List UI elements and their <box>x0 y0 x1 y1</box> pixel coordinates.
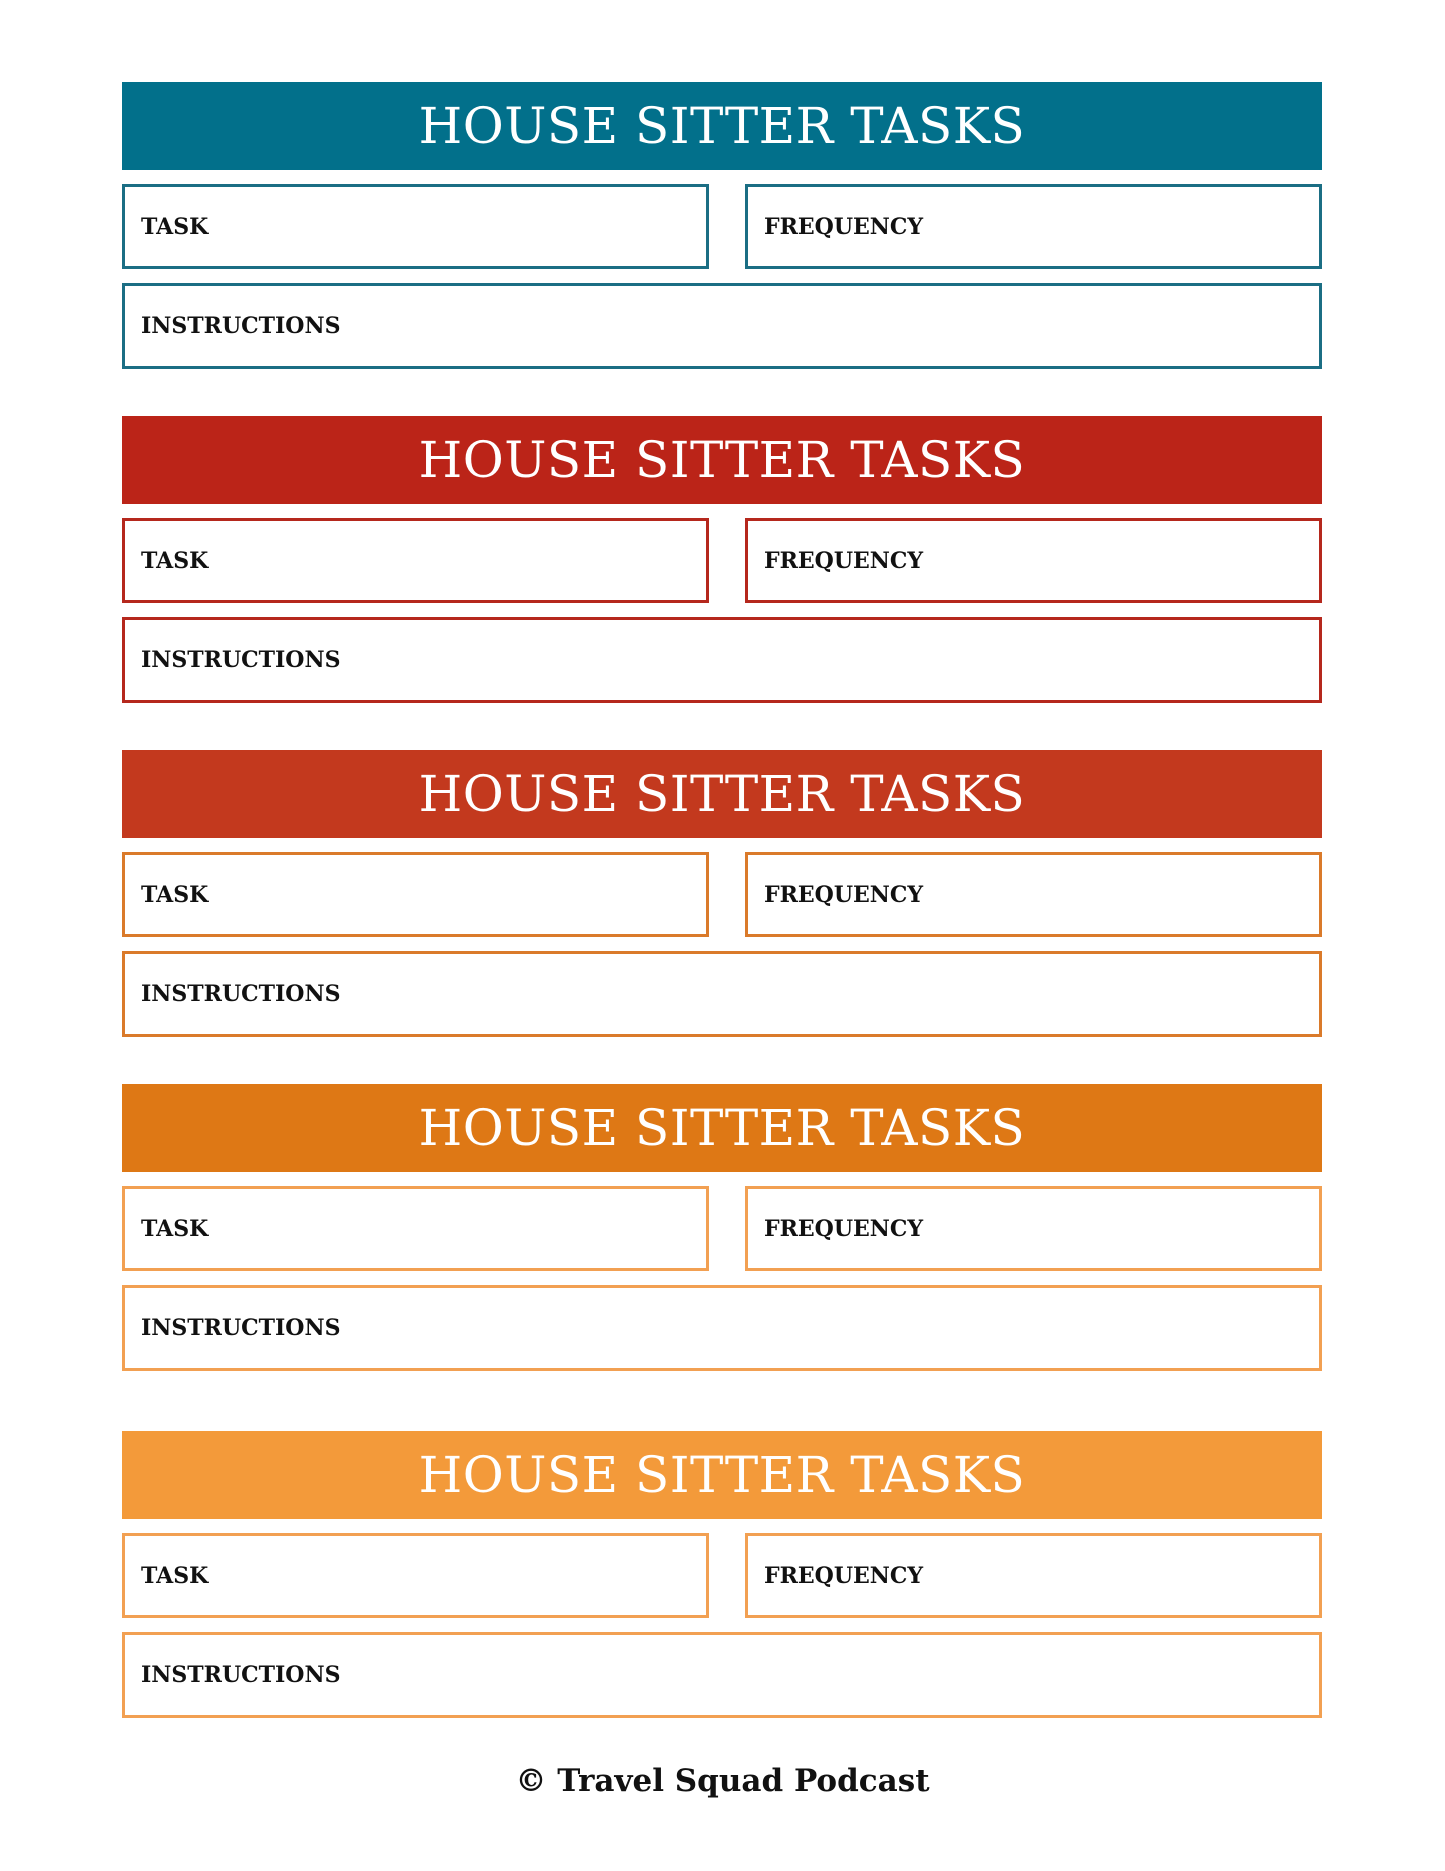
section-header: HOUSE SITTER TASKS <box>122 1431 1322 1519</box>
copyright-footer: © Travel Squad Podcast <box>515 1763 930 1799</box>
task-field[interactable]: TASK <box>122 518 709 603</box>
task-field[interactable]: TASK <box>122 1186 709 1271</box>
frequency-field[interactable]: FREQUENCY <box>745 852 1322 937</box>
task-field[interactable]: TASK <box>122 1533 709 1618</box>
section-header: HOUSE SITTER TASKS <box>122 416 1322 504</box>
section-header: HOUSE SITTER TASKS <box>122 750 1322 838</box>
frequency-field[interactable]: FREQUENCY <box>745 1533 1322 1618</box>
instructions-field[interactable]: INSTRUCTIONS <box>122 951 1322 1037</box>
frequency-field[interactable]: FREQUENCY <box>745 518 1322 603</box>
instructions-field[interactable]: INSTRUCTIONS <box>122 1285 1322 1371</box>
instructions-field[interactable]: INSTRUCTIONS <box>122 1632 1322 1718</box>
frequency-field[interactable]: FREQUENCY <box>745 184 1322 269</box>
frequency-field[interactable]: FREQUENCY <box>745 1186 1322 1271</box>
task-field[interactable]: TASK <box>122 184 709 269</box>
section-header: HOUSE SITTER TASKS <box>122 1084 1322 1172</box>
section-header: HOUSE SITTER TASKS <box>122 82 1322 170</box>
instructions-field[interactable]: INSTRUCTIONS <box>122 283 1322 369</box>
instructions-field[interactable]: INSTRUCTIONS <box>122 617 1322 703</box>
task-field[interactable]: TASK <box>122 852 709 937</box>
